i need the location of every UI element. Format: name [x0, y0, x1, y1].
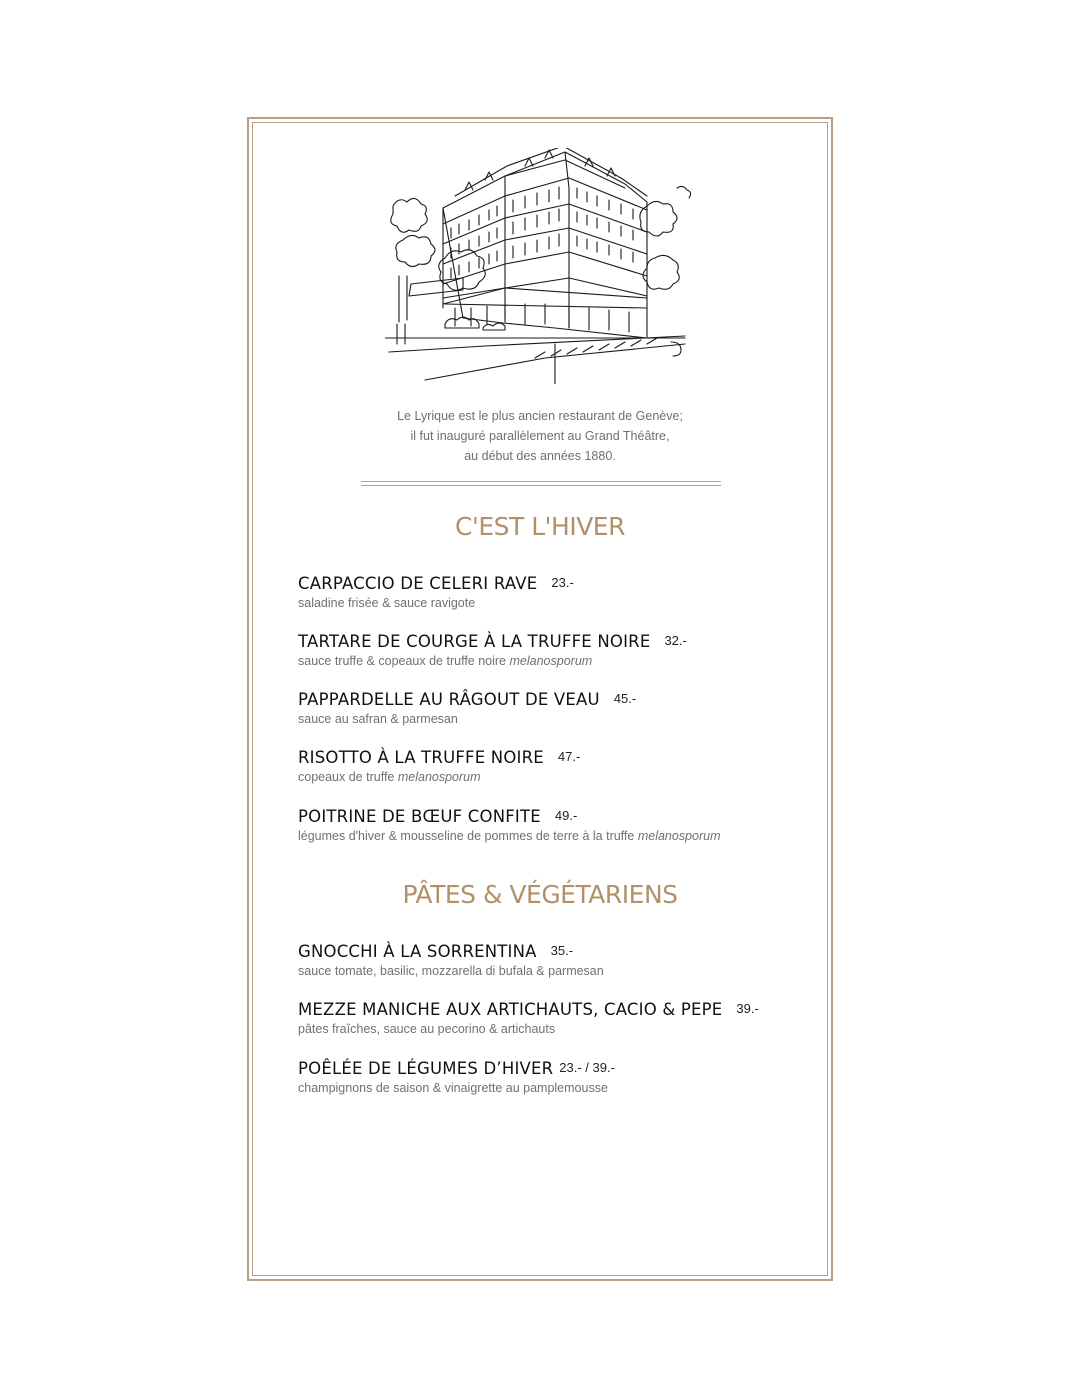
dish-price: 23.- — [551, 575, 574, 590]
intro-line: il fut inauguré parallèlement au Grand Théâtre, — [410, 429, 670, 443]
dish-price: 47.- — [557, 749, 581, 764]
double-divider — [361, 481, 721, 486]
dish-name: POITRINE DE BŒUF CONFITE — [298, 807, 541, 826]
menu-item — [298, 998, 818, 1037]
dish-price: 49.- — [554, 808, 578, 823]
dish-description: copeaux de truffe melanosporum — [298, 770, 481, 784]
menu-item — [298, 1057, 818, 1096]
dish-name: GNOCCHI À LA SORRENTINA — [298, 942, 537, 961]
menu-item — [298, 805, 818, 844]
intro-line: au début des années 1880. — [464, 449, 616, 463]
dish-name: MEZZE MANICHE AUX ARTICHAUTS, CACIO & PEPE — [298, 1000, 723, 1019]
restaurant-intro — [340, 406, 740, 466]
menu-item — [298, 630, 818, 669]
dish-name: PAPPARDELLE AU RÂGOUT DE VEAU — [298, 690, 600, 709]
dish-description: sauce tomate, basilic, mozzarella di bufala & parmesan — [298, 964, 604, 978]
menu-item — [298, 688, 818, 727]
dish-price: 39.- — [736, 1001, 759, 1016]
building-sketch-icon — [385, 148, 695, 384]
dish-name: RISOTTO À LA TRUFFE NOIRE — [298, 748, 544, 767]
dish-description: légumes d'hiver & mousseline de pommes de terre à la truffe melanosporum — [298, 829, 721, 843]
dish-description: sauce truffe & copeaux de truffe noire melanosporum — [298, 654, 593, 668]
intro-line: Le Lyrique est le plus ancien restaurant de Genève; — [397, 409, 683, 423]
dish-name: CARPACCIO DE CELERI RAVE — [298, 574, 538, 593]
dish-price: 45.- — [613, 691, 637, 706]
dish-price: 35.- — [550, 943, 574, 958]
dish-price: 32.- — [664, 633, 687, 648]
dish-description: pâtes fraîches, sauce au pecorino & artichauts — [298, 1022, 556, 1036]
menu-item — [298, 940, 818, 979]
section-title-pates: PÂTES & VÉGÉTARIENS — [402, 880, 678, 909]
dish-price: 23.- / 39.- — [559, 1060, 615, 1075]
section-title-hiver: C'EST L'HIVER — [455, 512, 625, 541]
menu-item — [298, 572, 818, 611]
dish-description: sauce au safran & parmesan — [298, 712, 458, 726]
dish-name: TARTARE DE COURGE À LA TRUFFE NOIRE — [298, 632, 651, 651]
dish-description: saladine frisée & sauce ravigote — [298, 596, 476, 610]
menu-item — [298, 746, 818, 785]
dish-name: POÊLÉE DE LÉGUMES D’HIVER — [298, 1059, 554, 1078]
dish-description: champignons de saison & vinaigrette au pamplemousse — [298, 1081, 608, 1095]
